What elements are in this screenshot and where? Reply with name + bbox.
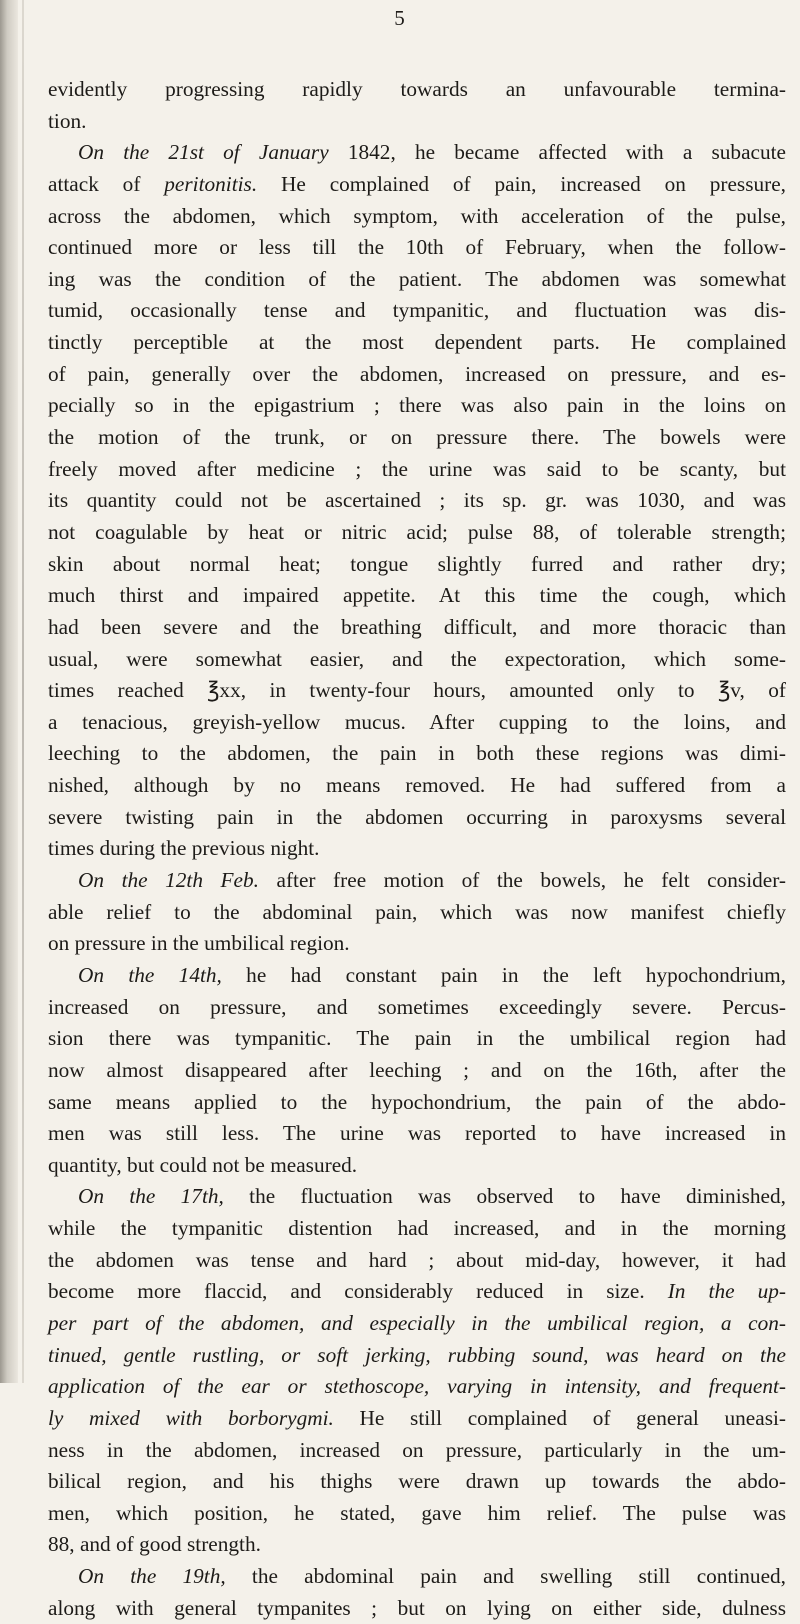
italic-text: On the 19th, — [78, 1564, 226, 1589]
text-line — [48, 517, 786, 549]
italic-text: per part of the abdomen, and especially in the umbilical region, a con- — [48, 1310, 786, 1335]
text-segment: men was still less. The urine was reported to have increased in — [48, 1121, 786, 1146]
text-segment: able relief to the abdominal pain, which was now manifest chiefly — [48, 899, 786, 924]
text-segment: freely moved after medicine ; the urine was said to be scanty, but — [48, 456, 786, 481]
text-line — [48, 106, 786, 138]
text-line — [48, 201, 786, 233]
italic-text: peritonitis. — [164, 171, 258, 196]
text-segment: He complained of pain, increased on pressure, — [257, 171, 787, 196]
text-line — [48, 1245, 786, 1277]
text-segment: continued more or less till the 10th of February, when the follow- — [48, 235, 786, 260]
text-segment: after free motion of the bowels, he felt consider- — [258, 868, 786, 893]
text-segment: while the tympanitic distention had increased, and in the morning — [48, 1216, 786, 1241]
italic-text: st — [189, 140, 204, 165]
text-line — [48, 1213, 786, 1245]
text-line — [48, 1340, 786, 1372]
text-line — [48, 1561, 786, 1593]
text-segment: a tenacious, greyish-yellow mucus. After cupping to the loins, and — [48, 709, 786, 734]
text-line — [48, 1276, 786, 1308]
italic-text: application of the ear or stethoscope, varying in intensity, and frequent- — [48, 1374, 786, 1399]
text-line — [48, 137, 786, 169]
text-segment: pecially so in the epigastrium ; there was also pain in the loins on — [48, 393, 786, 418]
text-line — [48, 1118, 786, 1150]
text-segment: of pain, generally over the abdomen, increased on pressure, and es- — [48, 361, 786, 386]
text-segment: tumid, occasionally tense and tympanitic, and fluctuation was dis- — [48, 298, 786, 323]
text-line — [48, 359, 786, 391]
text-segment: same means applied to the hypochondrium, the pain of the abdo- — [48, 1089, 786, 1114]
text-line — [48, 1593, 786, 1624]
text-line — [48, 707, 786, 739]
italic-text: of January — [203, 140, 329, 165]
text-line — [48, 1055, 786, 1087]
text-segment: quantity, but could not be measured. — [48, 1152, 358, 1177]
text-line — [48, 1435, 786, 1467]
text-line — [48, 1308, 786, 1340]
text-segment: 88, and of good strength. — [48, 1532, 261, 1557]
text-segment: not coagulable by heat or nitric acid; pulse 88, of tolerable strength; — [48, 519, 786, 544]
text-line — [48, 738, 786, 770]
text-segment: times reached ℥xx, in twenty-four hours, amounted only to ℥v, of — [48, 678, 786, 703]
text-segment: bilical region, and his thighs were drawn up towards the abdo- — [48, 1469, 786, 1494]
text-segment: severe twisting pain in the abdomen occurring in paroxysms several — [48, 804, 786, 829]
text-line — [48, 865, 786, 897]
text-segment: tion. — [48, 108, 87, 133]
text-line — [48, 833, 786, 865]
text-line — [48, 1087, 786, 1119]
text-line — [48, 1466, 786, 1498]
text-segment: he had constant pain in the left hypochondrium, — [221, 962, 786, 987]
italic-text: On the 17th, — [78, 1184, 224, 1209]
page-gutter-shadow — [0, 0, 18, 1383]
text-line — [48, 1529, 786, 1561]
text-line — [48, 960, 786, 992]
text-segment: He still complained of general uneasi- — [333, 1405, 786, 1430]
text-line — [48, 612, 786, 644]
text-segment: 1842, he became affected with a subacute — [328, 140, 786, 165]
text-line — [48, 232, 786, 264]
italic-text: On the 14th, — [78, 962, 222, 987]
text-segment: its quantity could not be ascertained ; its sp. gr. was 1030, and was — [48, 488, 786, 513]
italic-text: On the 12th Feb. — [78, 868, 259, 893]
text-segment: evidently progressing rapidly towards an unfavourable termina- — [48, 77, 786, 101]
text-line — [48, 1403, 786, 1435]
text-line — [48, 390, 786, 422]
text-segment: the motion of the trunk, or on pressure there. The bowels were — [48, 425, 786, 450]
text-line — [48, 1150, 786, 1182]
text-line — [48, 422, 786, 454]
text-segment: men, which position, he stated, gave him relief. The pulse was — [48, 1500, 786, 1525]
text-segment: nished, although by no means removed. He had suffered from a — [48, 773, 786, 798]
text-segment: times during the previous night. — [48, 836, 320, 861]
text-segment: usual, were somewhat easier, and the expectoration, which some- — [48, 646, 786, 671]
text-line — [48, 1181, 786, 1213]
italic-text: In the up- — [667, 1279, 786, 1304]
italic-text: tinued, gentle rustling, or soft jerking, rubbing sound, was heard on the — [48, 1342, 786, 1367]
italic-text: 21 — [168, 140, 190, 165]
text-segment: the abdominal pain and swelling still continued, — [225, 1564, 787, 1589]
text-segment: ness in the abdomen, increased on pressure, particularly in the um- — [48, 1437, 786, 1462]
text-segment: tinctly perceptible at the most dependent parts. He complained — [48, 330, 786, 355]
text-segment: on pressure in the umbilical region. — [48, 931, 350, 956]
text-segment: had been severe and the breathing difficult, and more thoracic than — [48, 614, 786, 639]
text-segment: sion there was tympanitic. The pain in the umbilical region had — [48, 1026, 786, 1051]
text-segment: across the abdomen, which symptom, with acceleration of the pulse, — [48, 203, 786, 228]
text-line — [48, 802, 786, 834]
text-line — [48, 264, 786, 296]
text-segment: the fluctuation was observed to have diminished, — [223, 1184, 786, 1209]
text-line — [48, 327, 786, 359]
text-segment: increased on pressure, and sometimes exceedingly severe. Percus- — [48, 994, 786, 1019]
text-line — [48, 1023, 786, 1055]
text-line — [48, 295, 786, 327]
text-line — [48, 1371, 786, 1403]
italic-text: On the — [78, 140, 169, 165]
text-line — [48, 580, 786, 612]
binding-edge — [22, 0, 24, 1383]
text-line — [48, 770, 786, 802]
text-segment: the abdomen was tense and hard ; about mid-day, however, it had — [48, 1247, 786, 1272]
text-segment: skin about normal heat; tongue slightly furred and rather dry; — [48, 551, 786, 576]
text-segment: now almost disappeared after leeching ; and on the 16th, after the — [48, 1057, 786, 1082]
italic-text: ly mixed with borborygmi. — [48, 1405, 334, 1430]
body-text — [48, 74, 786, 1624]
text-segment: leeching to the abdomen, the pain in both these regions was dimi- — [48, 741, 786, 766]
text-line — [48, 1498, 786, 1530]
text-line — [48, 549, 786, 581]
text-line — [48, 644, 786, 676]
text-segment: attack of — [48, 171, 165, 196]
text-line — [48, 897, 786, 929]
text-segment: become more flaccid, and considerably reduced in size. — [48, 1279, 668, 1304]
text-line — [48, 928, 786, 960]
text-line — [48, 454, 786, 486]
text-segment: much thirst and impaired appetite. At this time the cough, which — [48, 583, 786, 608]
text-segment: ing was the condition of the patient. The abdomen was somewhat — [48, 266, 786, 291]
text-line — [48, 485, 786, 517]
text-line — [48, 169, 786, 201]
text-line — [48, 992, 786, 1024]
text-line — [48, 74, 786, 106]
text-line — [48, 675, 786, 707]
text-segment: along with general tympanites ; but on lying on either side, dulness — [48, 1595, 786, 1620]
page-number: 5 — [394, 6, 406, 30]
